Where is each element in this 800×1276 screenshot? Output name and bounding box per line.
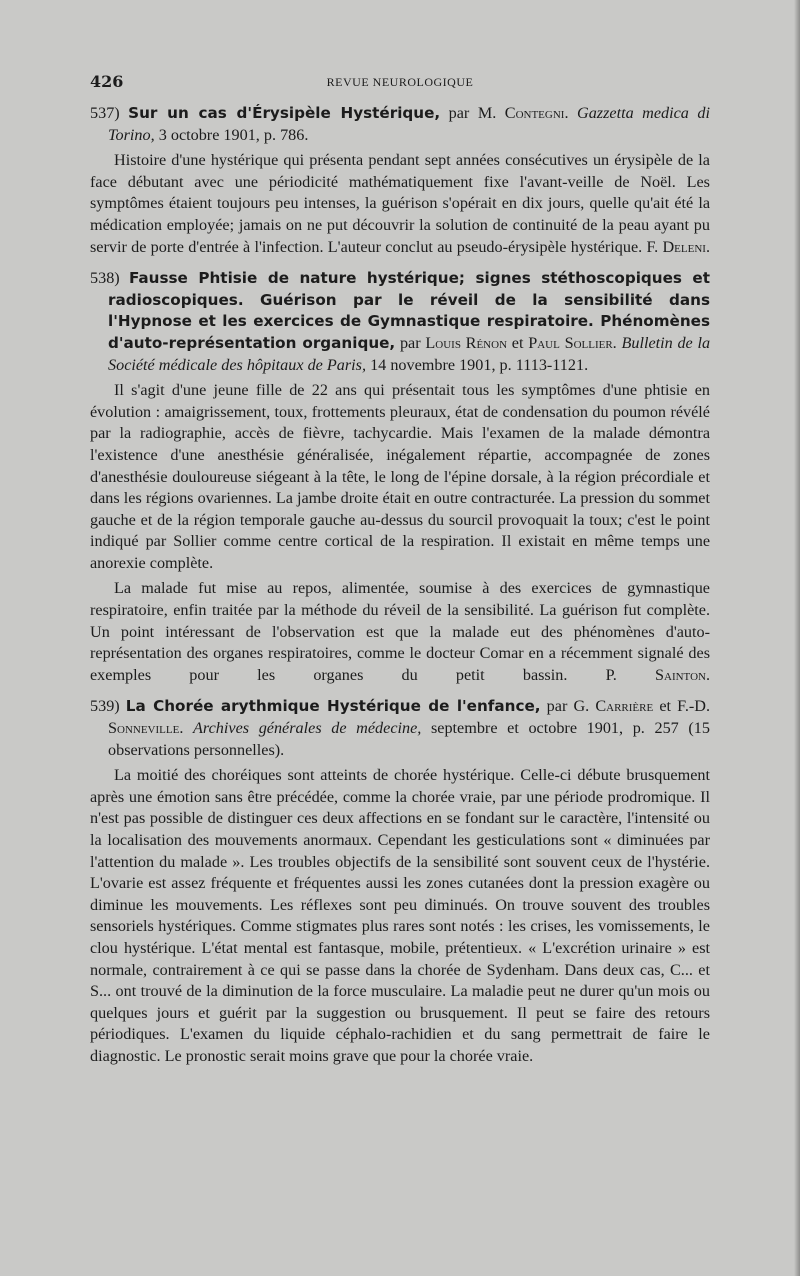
entry-paragraph: Il s'agit d'une jeune fille de 22 ans qui présentait tous les symptômes d'une phtisie en évolution : amaigrissement, toux, frottements pleuraux, état de condensation du poumon révélé par la radiographie, accès de fièvre, tachycardie. Mais l'examen de la malade démontra l'existence d'une anesthésie généralisée, inégalement répartie, accompagnée de zones d'anesthésie douloureuse siégeant à la tête, le long de l'épine dorsale, à la région précordiale et dans les régions ovariennes. La jambe droite était en outre contracturée. La pression du sommet gauche et de la région temporale gauche au-dessus du sourcil provoquait la toux; c'est le point indiqué par Sollier comme centre cortical de la respiration. Il existait en même temps une anorexie complète. (90, 381, 710, 572)
entry-number: 538) (90, 269, 120, 288)
entry-heading (90, 268, 710, 376)
entry-by: par (399, 333, 421, 352)
entry-source-journal: Gazzetta medica di Torino, (108, 104, 710, 144)
entry-signature: P. Sainton. (605, 665, 711, 684)
entry-heading (90, 696, 710, 761)
paragraph-text: Histoire d'une hystérique qui présenta pendant sept années consécutives un érysipèle de la face débutant avec une périodicité mathématiquement fixe l'avant-veille de Noël. Les symptômes étaient toujours peu intenses, la guérison s'opérait en dix jours, quelle qu'ait été la médication employée; jamais on ne put découvrir la solution de continuité de la peau ayant pu servir de porte d'entrée à l'infection. L'auteur conclut au pseudo-érysipèle hystérique. (90, 151, 710, 256)
entry-source-details: 14 novembre 1901, p. 1113-1121. (370, 355, 589, 374)
entry-source-journal: Archives générales de médecine, (193, 719, 422, 738)
entry-paragraph (90, 578, 710, 686)
entry-source-details: septembre et octobre 1901, p. 257 (15 observations personnelles). (108, 719, 710, 759)
entry-title: Fausse Phtisie de nature hystérique; signes stéthoscopiques et radioscopiques. Guérison par le réveil de la sensibilité dans l'Hypnose et les exercices de Gymnastique respiratoire. Phénomènes d'auto-représentation organique, (108, 269, 710, 352)
entry-signature: F. Deleni. (646, 237, 710, 256)
entry-number: 539) (90, 697, 120, 716)
running-head: REVUE NEUROLOGIQUE (326, 75, 474, 89)
entry-paragraph (90, 150, 710, 258)
entry-author: Louis Rénon (425, 333, 508, 352)
entry-source-details: 3 octobre 1901, p. 786. (158, 125, 309, 144)
entry-author: Contegni. (504, 104, 569, 122)
paragraph-text: La malade fut mise au repos, alimentée, soumise à des exercices de gymnastique respiratoire, enfin traitée par la méthode du réveil de la sensibilité. La guérison fut complète. Un point intéressant de l'observation est que la malade eut des phénomènes d'auto-représentation des organes respiratoires, comme le docteur Comar en a récemment signalé des exemples pour les organes du petit bassin. (90, 579, 710, 684)
entry-538 (90, 268, 710, 686)
entry-author: Paul Sollier. (528, 333, 617, 352)
entry-539 (90, 696, 710, 1067)
entry-author: Carrière (595, 697, 654, 716)
entry-source-journal: Bulletin de la Société médicale des hôpitaux de Paris, (108, 333, 711, 374)
page-number: 426 (90, 72, 124, 91)
entry-title: Sur un cas d'Érysipèle Hystérique, (128, 104, 441, 122)
article-body (90, 103, 710, 1072)
entry-heading (90, 103, 710, 146)
entry-title: La Chorée arythmique Hystérique de l'enfance, (125, 697, 541, 716)
entry-537 (90, 103, 710, 258)
page-header (90, 72, 710, 96)
entry-by: par G. (546, 697, 590, 716)
page-edge-shadow (794, 0, 800, 1276)
entry-author: Sonneville. (108, 719, 184, 738)
entry-by: par M. (448, 104, 497, 122)
entry-conjunction: et F.-D. (659, 697, 710, 716)
entry-conjunction: et (511, 333, 524, 352)
entry-paragraph: La moitié des choréiques sont atteints de chorée hystérique. Celle-ci débute brusquement après une émotion sans être précédée, comme la chorée vraie, par une période prodromique. Il n'est pas possible de distinguer ces deux affections en se fondant sur le caractère, l'intensité ou la localisation des mouvements anormaux. Cependant les gesticulations sont « diminuées par l'attention du malade ». Les troubles objectifs de la sensibilité sont souvent ceux de l'hystérie. L'ovarie est assez fréquente et fréquentes aussi les zones cutanées dont la pression exagère ou diminue les mouvements. Les réflexes sont peu diminués. On trouve souvent des troubles sensoriels hystériques. Comme stigmates plus rares sont notés : les crises, les vomissements, le clou hystérique. L'état mental est fantasque, mobile, prétentieux. « L'excrétion urinaire » est normale, contrairement à ce qui se passe dans la chorée de Sydenham. Dans deux cas, C... et S... ont trouvé de la diminution de la force musculaire. La maladie peut ne durer qu'un mois ou quelques jours et guérit par la suggestion ou brusquement. Il peut se faire des retours périodiques. L'examen du liquide céphalo-rachidien et du sang permettrait de faire le diagnostic. Le pronostic serait moins grave que pour la chorée vraie. (90, 766, 710, 1065)
entry-number: 537) (90, 104, 120, 122)
